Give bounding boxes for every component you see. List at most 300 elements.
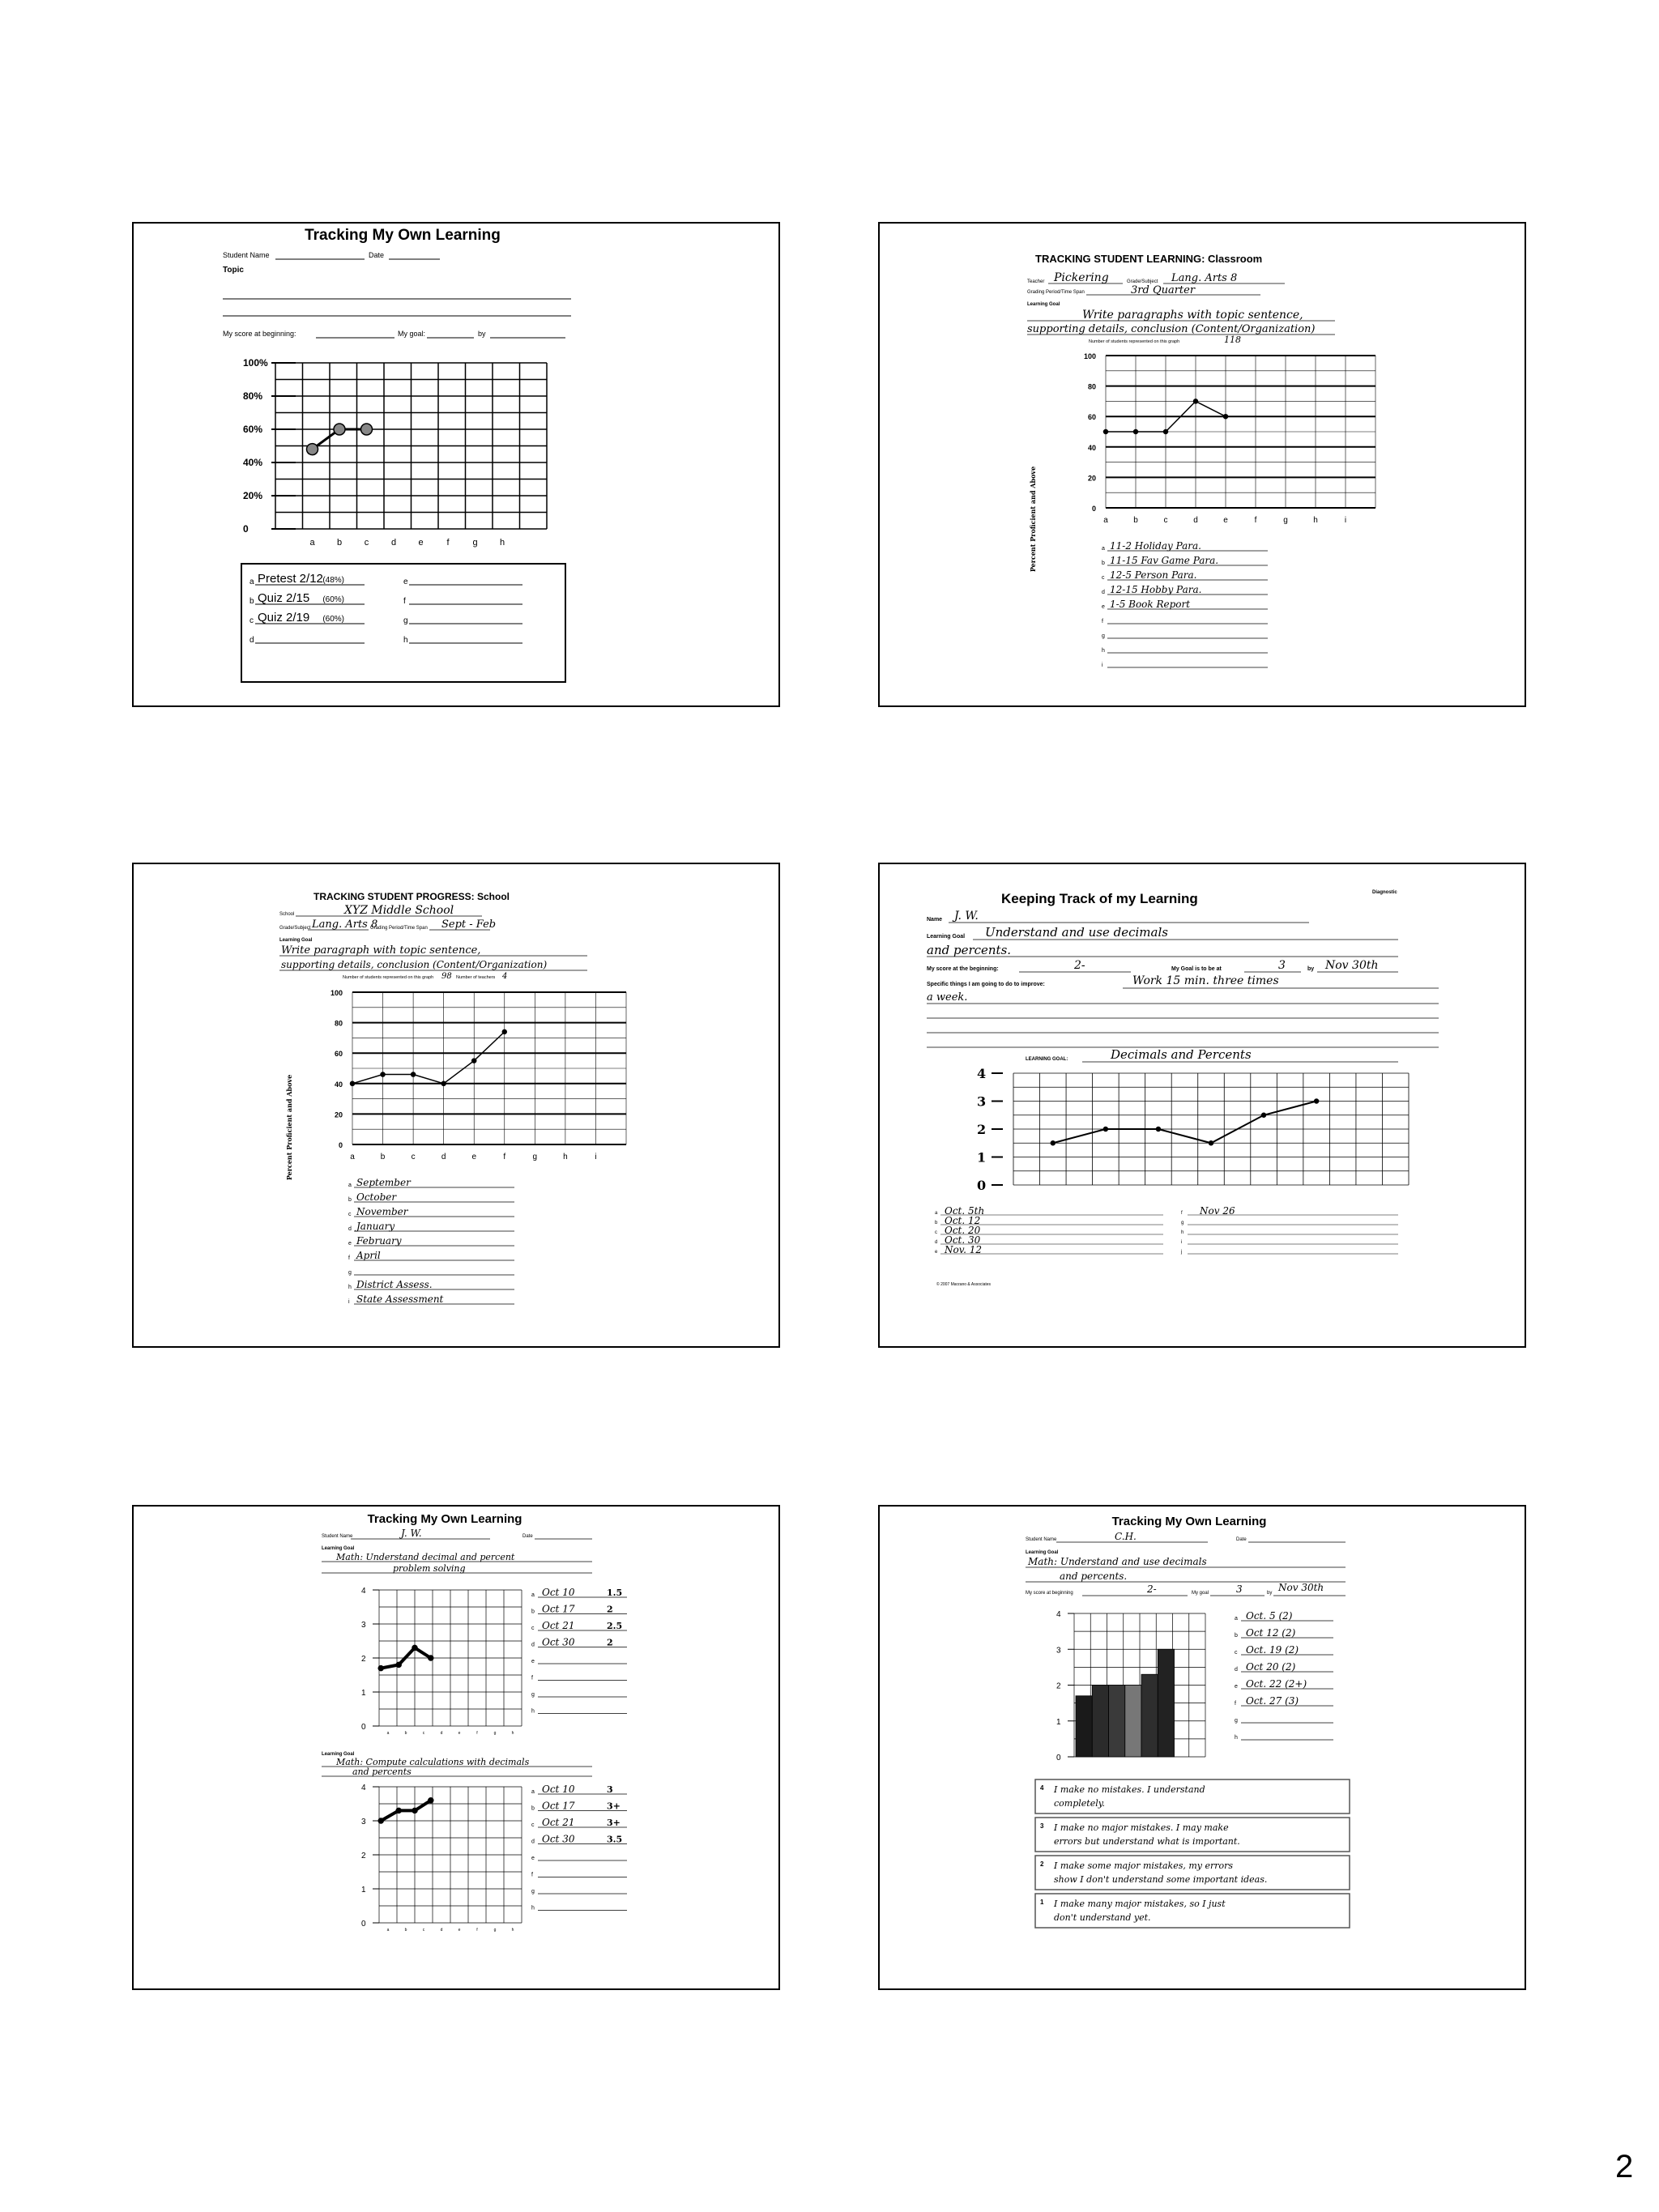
entry-text: Oct 17 [542,1800,575,1812]
x-tick-label: g [493,1928,497,1933]
grade-label: Grade/Subject [279,926,311,931]
entry-letter: c [531,1626,535,1631]
by-label: by [478,330,486,338]
goal-label: Learning Goal [1026,1550,1059,1555]
x-tick-label: e [1223,516,1228,525]
rubric-level: 2 [1040,1860,1044,1868]
slide4-title: Keeping Track of my Learning [1001,891,1198,906]
slide3-entries [348,1177,514,1305]
teacher-label: Teacher [1027,279,1045,284]
entry-text: 12-5 Person Para. [1110,569,1197,581]
entry-letter: h [348,1285,352,1290]
goal-line-1: Math: Understand and use decimals [1028,1556,1207,1567]
entry-letter: a [249,578,254,586]
slide4-line-chart [977,1066,1409,1193]
page-number: 2 [1615,2149,1634,2184]
x-tick-label: c [364,538,369,548]
date-label: Date [1236,1537,1247,1542]
data-point [381,1072,385,1076]
entry-text: Pretest 2/12 [258,572,323,586]
entry-letter: c [1102,575,1105,581]
entry-text: September [356,1177,411,1188]
entry-score: 2 [607,1604,613,1615]
slide2-line-chart [1084,352,1375,525]
x-tick-label: g [532,1153,538,1161]
data-point [1051,1141,1055,1145]
entry-text: April [356,1250,381,1261]
x-tick-label: a [386,1731,390,1736]
rubric-line-2: don't understand yet. [1054,1912,1151,1923]
entry-letter: e [1235,1684,1238,1690]
y-tick-label: 0 [1056,1754,1061,1762]
slide5-entries-1 [531,1587,627,1715]
x-tick-label: c [422,1928,425,1933]
period-value: Sept - Feb [441,918,497,931]
y-tick-label: 3 [361,1621,366,1630]
data-point [1164,430,1168,434]
entry-letter: e [531,1856,535,1861]
entry-letter: a [531,1789,535,1795]
slide-tracking-my-own-learning-two-goals [132,1505,780,1990]
entry-text: Oct. 30 [945,1234,981,1246]
entry-text: January [356,1221,395,1232]
entry-letter: a [935,1211,938,1216]
x-tick-label: f [446,538,450,548]
date-label: Date [522,1534,533,1539]
entry-letter: g [403,616,408,625]
bar [1141,1674,1158,1757]
data-point [1209,1141,1213,1145]
y-tick-label: 1 [1056,1717,1061,1727]
entry-letter: a [1235,1616,1238,1622]
data-point [1103,1127,1107,1132]
y-tick-label: 20 [1087,474,1096,483]
x-tick-label: b [404,1928,407,1933]
entry-letter: b [531,1805,535,1812]
period-label: Grading Period/Time Span [1027,290,1085,295]
slide5-line-chart-1 [361,1587,522,1736]
goal-label: My goal: [398,330,426,338]
slide-tracking-my-own-learning [132,222,780,707]
entry-score: 1.5 [607,1588,623,1598]
x-tick-label: d [390,538,397,548]
data-point [378,1666,383,1671]
x-tick-label: c [1163,516,1168,525]
specific-value-2: a week. [927,991,968,1004]
data-point [1224,415,1228,419]
entry-letter: i [1102,663,1103,668]
entry-pct: (60%) [322,595,344,604]
entry-letter: f [531,1675,533,1681]
x-tick-label: g [1283,516,1288,525]
entry-score: 3 [607,1784,613,1795]
grade-label: Grade/Subject [1127,279,1158,284]
x-tick-label: e [471,1153,477,1161]
y-tick-label: 80 [1087,382,1096,391]
entry-letter: a [1102,546,1105,552]
y-tick-label: 60 [1087,413,1096,422]
date-label: Date [369,251,385,259]
rubric-line-2: errors but understand what is important. [1054,1836,1240,1847]
data-point [378,1818,383,1823]
slide-tracking-student-learning-classroom [878,222,1526,707]
y-tick-label: 4 [361,1587,366,1596]
goal-line-2: and percents. [927,943,1012,957]
footer: © 2007 Marzano & Associates [936,1282,992,1287]
y-tick-label: 0 [243,523,249,535]
y-tick-label: 0 [977,1178,987,1193]
entry-pct: (60%) [322,615,344,624]
rubric-line-1: I make no major mistakes. I may make [1054,1822,1229,1833]
entry-letter: f [1102,619,1103,624]
school-label: School [279,912,295,917]
y-tick-label: 20% [243,490,263,501]
entry-text: Oct. 22 (2+) [1246,1678,1307,1690]
rubric-line-1: I make some major mistakes, my errors [1054,1860,1234,1871]
by-value: Nov 30th [1278,1582,1324,1593]
entry-letter: c [1235,1650,1238,1656]
specific-value: Work 15 min. three times [1132,974,1279,987]
series-line [352,1032,505,1084]
y-tick-label: 0 [338,1141,343,1149]
slide4-canvas [880,864,1525,1346]
goal2-line-2: and percents [352,1767,412,1777]
entry-letter: b [348,1197,352,1203]
school-value: XYZ Middle School [344,904,454,917]
y-tick-label: 2 [361,1852,366,1860]
y-tick-label: 3 [977,1093,987,1110]
y-tick-label: 0 [1091,505,1096,513]
slide6-title: Tracking My Own Learning [1111,1515,1267,1528]
x-tick-label: g [493,1731,497,1736]
goal1-line-2: problem solving [393,1563,466,1574]
x-tick-label: h [511,1731,514,1736]
y-tick-label: 80% [243,390,263,402]
entry-text: Nov 26 [1200,1205,1235,1217]
students-value: 118 [1224,335,1241,345]
entry-letter: c [531,1822,535,1828]
entry-letter: a [348,1183,352,1188]
data-point [429,1656,433,1660]
students-label: Number of students represented on this graph [1089,339,1180,344]
goal-line-1: Write paragraph with topic sentence, [281,944,481,957]
x-tick-label: b [380,1153,386,1161]
goal-line-2: supporting details, conclusion (Content/Organization) [281,959,548,970]
entry-text: Oct 12 (2) [1246,1627,1296,1639]
entry-text: Oct 30 [542,1636,575,1648]
x-tick-label: g [472,538,478,548]
goal-to-label: My goal [1192,1591,1209,1596]
goal-line-1: Write paragraphs with topic sentence, [1082,309,1303,322]
entry-text: 11-15 Fav Game Para. [1110,555,1219,566]
entry-letter: d [935,1240,938,1245]
slide1-canvas [134,224,778,705]
data-point [361,424,373,435]
entry-text: District Assess. [356,1279,433,1290]
data-point [1156,1127,1160,1132]
entry-letter: b [1102,560,1105,566]
entry-text: 1-5 Book Report [1110,599,1191,610]
slide6-entries [1235,1610,1333,1741]
x-tick-label: a [350,1153,355,1161]
score-value: 2- [1147,1583,1157,1595]
teachers-label: Number of teachers [456,975,496,980]
entry-letter: e [403,578,408,586]
entry-letter: i [348,1299,350,1305]
entry-letter: h [403,636,408,645]
grade-value: Lang. Arts 8 [1171,272,1238,284]
entry-letter: f [1235,1701,1236,1707]
entry-letter: d [348,1226,352,1232]
x-tick-label: f [503,1153,506,1161]
x-tick-label: e [418,538,424,548]
y-tick-label: 4 [977,1066,987,1081]
data-point [412,1808,417,1813]
bar [1109,1686,1125,1758]
entry-text: State Assessment [356,1294,444,1305]
x-tick-label: d [440,1928,443,1933]
period-label: Grading Period/Time Span [370,926,428,931]
entry-letter: b [1235,1633,1238,1639]
entry-text: October [356,1191,397,1203]
slide-keeping-track-of-my-learning [878,863,1526,1348]
data-point [429,1798,433,1803]
entry-letter: d [531,1839,535,1845]
goal1-line-1: Math: Understand decimal and percent [336,1552,515,1562]
rubric-line-2: completely. [1054,1798,1105,1809]
goal-label-2: Learning Goal [322,1752,355,1757]
slide2-canvas [880,224,1525,705]
y-tick-label: 20 [334,1110,343,1119]
entry-letter: h [531,1905,535,1912]
entry-letter: c [249,616,254,625]
student-name-label: Student Name [322,1534,353,1539]
data-point [351,1081,355,1085]
bar [1125,1686,1141,1758]
y-tick-label: 4 [361,1784,366,1792]
y-tick-label: 80 [334,1019,343,1028]
rubric-line-2: show I don't understand some important ideas. [1054,1874,1268,1885]
entry-text: Oct 30 [542,1833,575,1845]
entry-letter: g [1102,633,1105,639]
x-tick-label: d [441,1153,446,1161]
entry-score: 3+ [607,1818,621,1828]
x-tick-label: c [411,1153,416,1161]
entry-text: November [356,1206,408,1217]
entry-letter: c [935,1230,937,1235]
y-tick-label: 100% [243,357,268,369]
teacher-value: Pickering [1054,271,1109,284]
data-point [1134,430,1138,434]
entry-text: Oct 17 [542,1603,575,1615]
entry-letter: e [531,1659,535,1664]
rubric-level: 3 [1040,1822,1044,1830]
entry-letter: c [348,1212,352,1217]
entry-letter: g [531,1889,535,1894]
series-line [381,1801,431,1821]
entry-letter: h [1102,648,1105,654]
slide3-line-chart [331,989,626,1161]
y-tick-label: 60 [334,1050,343,1059]
student-name-label: Student Name [223,251,270,259]
entry-letter: d [531,1642,535,1648]
score-value: 2- [1074,959,1085,972]
slide-tracking-student-progress-school [132,863,780,1348]
entry-text: Oct 10 [542,1784,575,1795]
entry-letter: d [1102,590,1105,595]
x-tick-label: e [458,1928,461,1933]
y-tick-label: 1 [361,1689,366,1698]
x-tick-label: a [1103,516,1108,525]
topic-label: Topic [223,266,244,275]
goal-line-2: supporting details, conclusion (Content/Organization) [1027,323,1316,335]
entry-text: February [356,1235,402,1247]
y-tick-label: 60% [243,424,263,435]
slide2-entries [1102,540,1268,668]
slide-tracking-my-own-learning-bar [878,1505,1526,1990]
entry-text: Nov. 12 [945,1244,982,1255]
entry-letter: h [531,1708,535,1715]
entry-text: Oct. 20 [945,1225,981,1236]
data-point [396,1662,401,1667]
by-label: by [1267,1591,1273,1596]
score-label: My score at the beginning: [927,966,999,972]
data-point [412,1072,416,1076]
y-tick-label: 3 [361,1818,366,1826]
entry-text: Oct. 19 (2) [1246,1644,1299,1656]
entry-score: 2 [607,1637,613,1648]
entry-letter: f [348,1255,350,1261]
by-label: by [1307,966,1315,972]
x-tick-label: a [309,538,315,548]
y-tick-label: 0 [361,1920,366,1929]
x-tick-label: b [336,538,343,548]
goal-line-2: and percents. [1060,1571,1128,1582]
x-tick-label: f [476,1731,478,1736]
entry-letter: d [249,636,254,645]
entry-text: Oct. 5th [945,1205,985,1217]
entry-pct: (48%) [322,576,344,585]
x-tick-label: h [511,1928,514,1933]
x-tick-label: d [1193,516,1198,525]
chart-goal-value: Decimals and Percents [1111,1047,1252,1062]
score-label: My score at beginning [1026,1591,1073,1596]
entry-letter: i [1181,1240,1183,1245]
x-tick-label: f [1254,516,1257,525]
score-line-label: My score at beginning: [223,330,296,338]
slide4-entries [935,1205,1398,1255]
slide5-entries-2 [531,1784,627,1912]
x-tick-label: e [458,1731,461,1736]
data-point [441,1081,446,1085]
entry-letter: b [935,1221,938,1225]
data-point [307,444,318,455]
entry-score: 2.5 [607,1621,623,1631]
slide1-entries [249,572,522,645]
x-tick-label: h [563,1153,568,1161]
y-tick-label: 1 [361,1886,366,1894]
data-point [502,1029,506,1034]
entry-letter: b [531,1609,535,1615]
entry-letter: e [1102,604,1105,610]
entry-letter: g [348,1270,352,1276]
slide6-bar-chart [1056,1610,1205,1762]
goal-to-value: 3 [1236,1583,1243,1595]
data-point [1194,399,1198,403]
entry-letter: b [249,597,254,606]
students-label: Number of students represented on this graph [343,975,434,980]
by-value: Nov 30th [1325,959,1379,972]
goal-label: Learning Goal [279,938,313,943]
goal-line-1: Understand and use decimals [985,925,1168,940]
y-tick-label: 3 [1056,1646,1061,1656]
rubric-level: 1 [1040,1899,1044,1906]
name-value: J. W. [954,910,979,923]
y-tick-label: 100 [330,989,343,997]
entry-letter: g [531,1692,535,1698]
corner-label: Diagnostic [1372,890,1397,895]
y-tick-label: 40 [334,1080,343,1089]
entry-letter: f [403,597,406,606]
entry-text: Oct. 12 [945,1215,981,1226]
entry-text: Quiz 2/19 [258,611,310,624]
entry-score: 3.5 [607,1834,623,1845]
entry-text: Oct. 27 (3) [1246,1695,1299,1707]
slide2-title: TRACKING STUDENT LEARNING: Classroom [1035,253,1263,265]
y-tick-label: 4 [1056,1610,1061,1619]
entry-text: 11-2 Holiday Para. [1110,540,1201,552]
entry-letter: f [1181,1211,1183,1216]
student-name-value: C.H. [1115,1531,1137,1542]
data-point [1315,1099,1319,1103]
entry-letter: g [1181,1221,1184,1225]
x-tick-label: d [440,1731,443,1736]
x-tick-label: h [1313,516,1318,525]
entry-text: Oct 21 [542,1817,575,1828]
data-point [412,1645,417,1650]
data-point [396,1808,401,1813]
period-value: 3rd Quarter [1131,284,1196,296]
goal2-line-1: Math: Compute calculations with decimals [336,1757,530,1767]
slide6-rubric [1035,1779,1350,1928]
y-tick-label: 40% [243,457,263,468]
goal-label-1: Learning Goal [322,1546,355,1551]
slide1-line-chart [243,357,547,548]
entry-text: Quiz 2/15 [258,591,310,605]
y-axis-label: Percent Proficient and Above [1029,466,1037,573]
chart-goal-label: LEARNING GOAL: [1026,1057,1068,1062]
y-tick-label: 1 [977,1149,987,1166]
goal-label: Learning Goal [927,934,966,940]
x-tick-label: f [476,1928,478,1933]
x-tick-label: b [1133,516,1138,525]
specific-label: Specific things I am going to do to improve: [927,982,1045,987]
name-label: Name [927,917,943,923]
rubric-line-1: I make no mistakes. I understand [1054,1784,1205,1795]
rubric-line-1: I make many major mistakes, so I just [1054,1899,1226,1909]
slide6-canvas [880,1507,1525,1988]
entry-letter: d [1235,1667,1238,1673]
x-tick-label: i [1344,516,1347,525]
entry-text: Oct 21 [542,1620,575,1631]
data-point [472,1059,476,1063]
y-tick-label: 100 [1083,352,1096,360]
goal-to-label: My Goal is to be at [1171,966,1222,972]
grade-value: Lang. Arts 8 [312,918,378,931]
x-tick-label: b [404,1731,407,1736]
entry-letter: a [531,1592,535,1598]
entry-letter: f [531,1872,533,1878]
